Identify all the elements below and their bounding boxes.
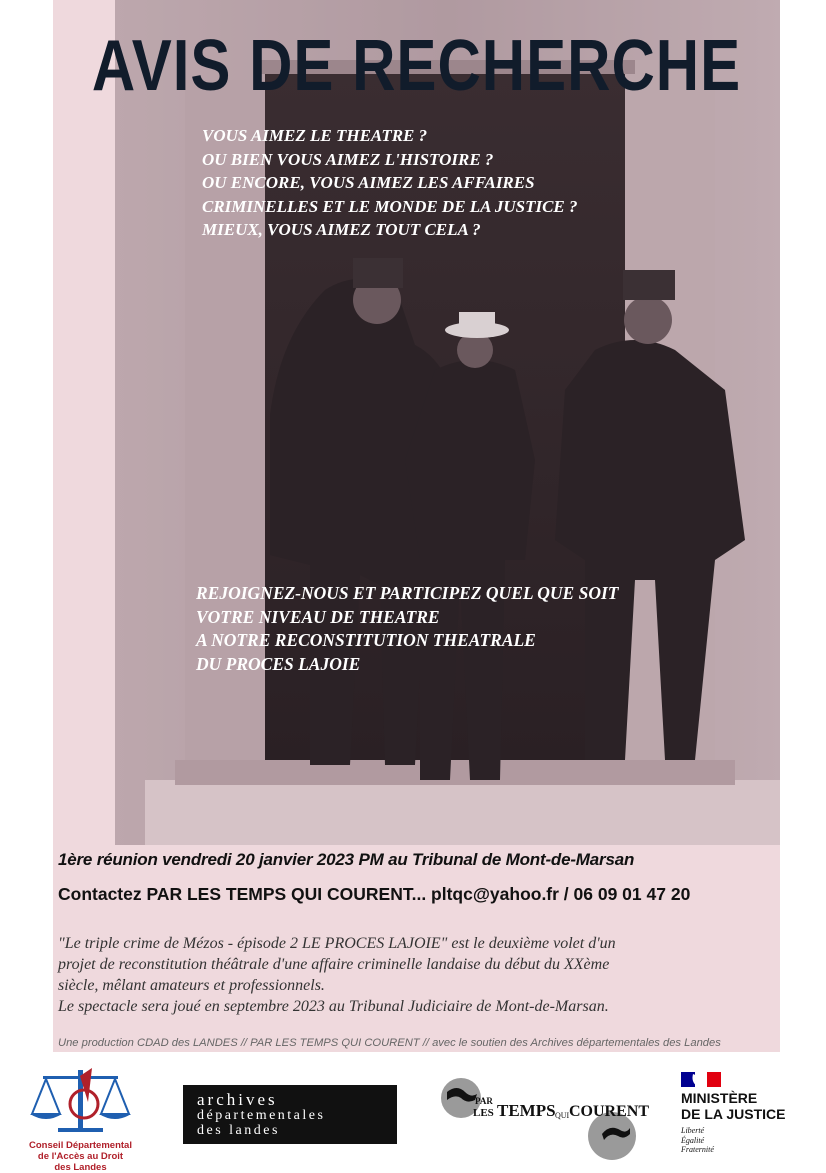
- logo-strip: [0, 1052, 826, 1173]
- ptqc-text: PAR: [475, 1096, 493, 1106]
- poster: [53, 0, 780, 1052]
- production-credits: Une production CDAD des LANDES // PAR LES TEMPS QUI COURENT // avec le soutien des Archives départementales des Landes: [58, 1037, 721, 1049]
- page-title: AVIS DE RECHERCHE: [91, 25, 742, 106]
- invitation-line: VOTRE NIVEAU DE THEATRE: [196, 606, 440, 627]
- question-line: OU BIEN VOUS AIMEZ L'HISTOIRE ?: [202, 149, 494, 169]
- meeting-info: 1ère réunion vendredi 20 janvier 2023 PM au Tribunal de Mont-de-Marsan: [58, 850, 635, 869]
- ministere-motto-line: Égalité: [681, 1135, 705, 1145]
- description-line: Le spectacle sera joué en septembre 2023 au Tribunal Judiciaire de Mont-de-Marsan.: [58, 998, 609, 1015]
- cdad-name-line: de l'Accès au Droit: [37, 1151, 124, 1162]
- ministere-title-line: DE LA JUSTICE: [681, 1106, 786, 1122]
- cdad-name-line: des Landes: [54, 1162, 107, 1173]
- ptqc-logo: [437, 1076, 650, 1162]
- question-line: OU ENCORE, VOUS AIMEZ LES AFFAIRES: [202, 173, 535, 193]
- archives-line: archives: [197, 1090, 278, 1109]
- ministere-motto-line: Fraternité: [681, 1145, 714, 1154]
- invitation-line: REJOIGNEZ-NOUS ET PARTICIPEZ QUEL QUE SOIT: [196, 583, 619, 603]
- archives-line: départementales: [197, 1108, 326, 1123]
- invitation-text: [196, 582, 780, 676]
- ministere-justice-logo: [681, 1072, 801, 1162]
- cdad-name-line: Conseil Départemental: [29, 1140, 132, 1151]
- archives-line: des landes: [197, 1123, 280, 1138]
- archives-logo: [183, 1085, 397, 1144]
- invitation-line: DU PROCES LAJOIE: [196, 653, 361, 674]
- description-line: projet de reconstitution théâtrale d'une affaire criminelle landaise du début du XXème: [58, 956, 610, 973]
- contact-info: Contactez PAR LES TEMPS QUI COURENT... pltqc@yahoo.fr / 06 09 01 47 20: [58, 884, 691, 904]
- description-line: "Le triple crime de Mézos - épisode 2 LE PROCES LAJOIE" est le deuxième volet d'un: [58, 935, 616, 952]
- question-line: MIEUX, VOUS AIMEZ TOUT CELA ?: [202, 220, 481, 240]
- ptqc-text: LES: [473, 1107, 494, 1119]
- ministere-motto-line: Liberté: [681, 1126, 705, 1135]
- question-list: [202, 124, 762, 242]
- marianne-flag-icon: [681, 1072, 721, 1087]
- cdad-logo: [18, 1062, 143, 1173]
- invitation-line: A NOTRE RECONSTITUTION THEATRALE: [196, 630, 536, 651]
- description: [58, 933, 776, 1017]
- ministere-title-line: MINISTÈRE: [681, 1090, 758, 1106]
- question-line: CRIMINELLES ET LE MONDE DE LA JUSTICE ?: [202, 196, 578, 216]
- question-line: VOUS AIMEZ LE THEATRE ?: [202, 126, 428, 145]
- ptqc-text: TEMPS: [497, 1101, 556, 1120]
- description-line: siècle, mêlant amateurs et professionnels.: [58, 977, 325, 994]
- ptqc-text: QUI: [555, 1111, 570, 1120]
- scales-of-justice-icon: [18, 1062, 143, 1140]
- ptqc-text: COURENT: [569, 1103, 650, 1120]
